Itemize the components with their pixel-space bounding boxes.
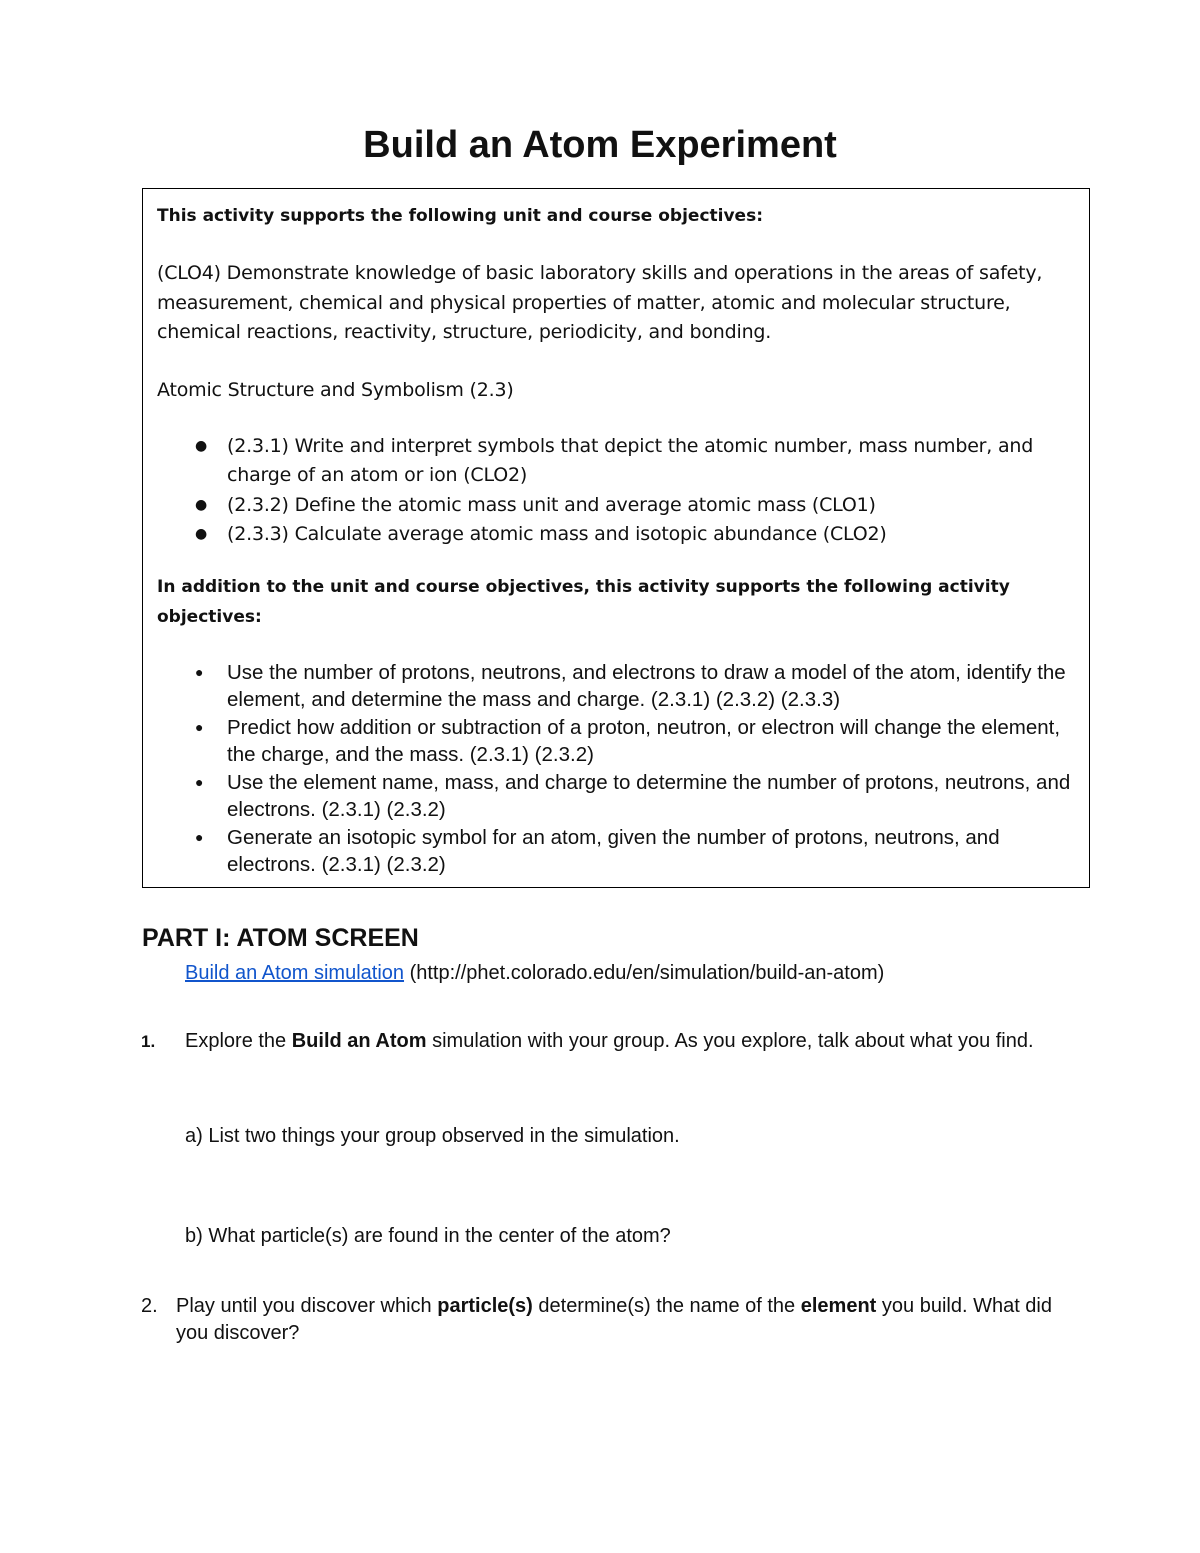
objectives-box [142, 188, 1090, 888]
simulation-link[interactable]: Build an Atom simulation [185, 962, 405, 984]
bullet-icon: ● [195, 773, 204, 790]
list-item [157, 714, 1075, 769]
activity-objectives-heading: In addition to the unit and course objectives, this activity supports the following activity objectives: [157, 576, 1010, 627]
section-title: Atomic Structure and Symbolism (2.3) [157, 378, 514, 401]
clo4-text: (CLO4) Demonstrate knowledge of basic laboratory skills and operations in the areas of safety, measurement, chemical and physical properties of matter, atomic and molecular structure, chemical reactions, reactivity, structure, periodicity, and bonding. [157, 262, 1043, 343]
question-1 [141, 1028, 1085, 1055]
question-text-mid: determine(s) the name of the [532, 1295, 801, 1317]
question-1a: a) List two things your group observed in the simulation. [185, 1125, 680, 1147]
bullet-icon: ● [195, 526, 208, 542]
question-text-post: you build. What did you discover? [176, 1295, 1052, 1344]
list-item [157, 659, 1075, 714]
question-text-post: simulation with your group. As you explore, talk about what you find. [426, 1030, 1034, 1052]
list-item-text: (2.3.3) Calculate average atomic mass and isotopic abundance (CLO2) [227, 523, 887, 545]
unit-objectives-list [157, 432, 1075, 550]
question-text-bold: Build an Atom [291, 1030, 427, 1052]
question-2 [141, 1293, 1076, 1347]
list-item-text: Use the element name, mass, and charge to determine the number of protons, neutrons, and electrons. (2.3.1) (2.3.2) [227, 770, 1071, 821]
list-item [157, 769, 1075, 824]
list-item-text: (2.3.2) Define the atomic mass unit and average atomic mass (CLO1) [227, 493, 876, 516]
question-text-pre: Play until you discover which [176, 1295, 438, 1317]
question-text-pre: Explore the [185, 1030, 292, 1052]
list-item [157, 491, 1075, 521]
list-item [157, 520, 1075, 550]
bullet-icon: ● [195, 496, 208, 513]
page-title: Build an Atom Experiment [363, 124, 837, 166]
question-1b: b) What particle(s) are found in the center of the atom? [185, 1225, 671, 1247]
bullet-icon: ● [195, 663, 204, 680]
list-item-text: (2.3.1) Write and interpret symbols that depict the atomic number, mass number, and charge of an atom or ion (CLO2) [227, 434, 1034, 486]
bullet-icon: ● [195, 828, 204, 845]
bullet-icon: ● [195, 718, 204, 735]
simulation-url-text: (http://phet.colorado.edu/en/simulation/build-an-atom) [409, 962, 885, 984]
question-number: 1. [141, 1032, 156, 1051]
question-number: 2. [141, 1295, 158, 1317]
list-item-text: Use the number of protons, neutrons, and electrons to draw a model of the atom, identify the element, and determine the mass and charge. (2.3.1) (2.3.2) (2.3.3) [227, 660, 1066, 711]
list-item-text: Predict how addition or subtraction of a proton, neutron, or electron will change the element, the charge, and the mass. (2.3.1) (2.3.2) [227, 715, 1061, 766]
list-item [157, 824, 1075, 879]
list-item [157, 432, 1075, 491]
question-text-bold: particle(s) [437, 1295, 533, 1317]
simulation-link-line [185, 960, 884, 986]
activity-objectives-list [157, 659, 1075, 879]
bullet-icon: ● [195, 437, 208, 454]
objectives-heading: This activity supports the following unit and course objectives: [157, 206, 764, 226]
question-text-bold: element [800, 1295, 877, 1317]
part1-heading: PART I: ATOM SCREEN [142, 924, 419, 952]
list-item-text: Generate an isotopic symbol for an atom, given the number of protons, neutrons, and electrons. (2.3.1) (2.3.2) [227, 825, 1000, 876]
